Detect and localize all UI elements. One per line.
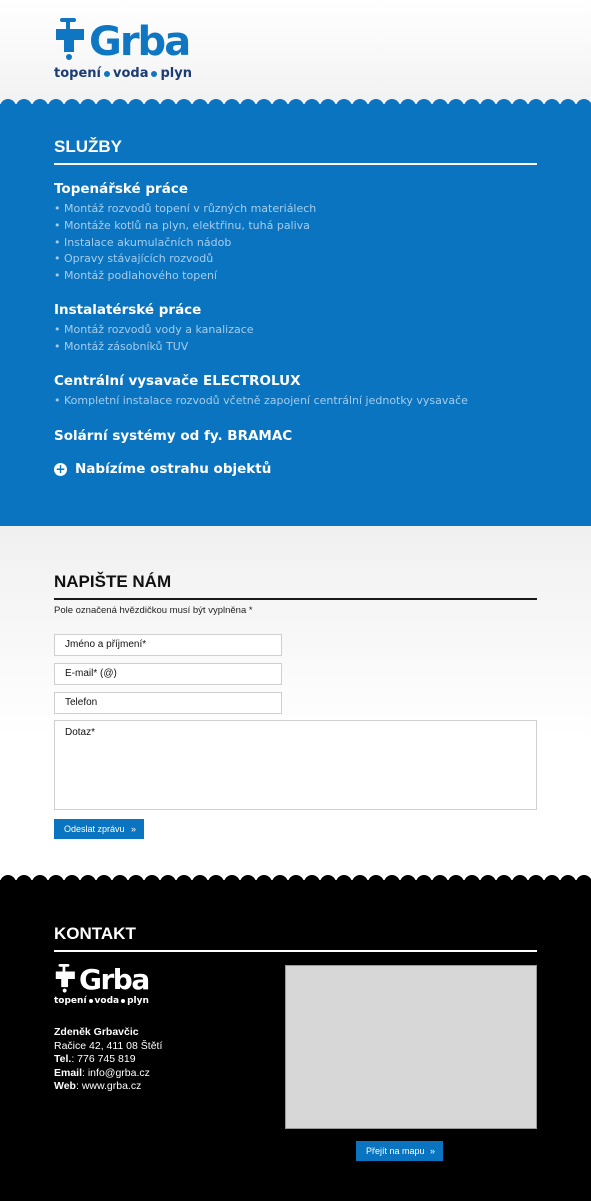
- service-category-heating: [54, 181, 537, 285]
- contact-form-section: [0, 526, 591, 880]
- section-title: KONTAKT: [54, 924, 136, 943]
- wave-divider: [0, 96, 591, 110]
- logo-tagline: [54, 996, 164, 1006]
- contact-name: Zdeněk Grbavčic: [54, 1026, 139, 1038]
- logo-wordmark: Grba: [79, 963, 149, 996]
- contact-address: [54, 1026, 162, 1094]
- faucet-icon: [54, 18, 88, 62]
- service-category-plumbing: [54, 302, 537, 356]
- tagline-water: voda: [94, 996, 120, 1006]
- contact-street: Račice 42, 411 08 Štětí: [54, 1039, 163, 1052]
- security-link-label: Nabízíme ostrahu objektů: [75, 461, 272, 477]
- category-title: Solární systémy od fy. BRAMAC: [54, 428, 293, 444]
- dot-icon: [104, 71, 110, 77]
- plus-circle-icon: +: [55, 461, 66, 476]
- list-item: • Kompletní instalace rozvodů včetně zapojení centrální jednotky vysavače: [54, 393, 537, 410]
- submit-button-label: Odeslat zprávu: [64, 824, 125, 834]
- contact-section: [0, 880, 591, 1201]
- submit-button[interactable]: [54, 819, 144, 839]
- tagline-gas: plyn: [160, 66, 192, 81]
- category-title: Centrální vysavače ELECTROLUX: [54, 373, 301, 389]
- site-logo[interactable]: [54, 18, 214, 81]
- chevron-right-icon: »: [130, 824, 136, 834]
- map-placeholder[interactable]: [285, 965, 537, 1129]
- map-button-label: Přejít na mapu: [366, 1146, 425, 1156]
- phone-label: Tel.: [54, 1053, 72, 1065]
- list-item: • Montáže kotlů na plyn, elektřinu, tuhá paliva: [54, 218, 537, 235]
- phone-value: : 776 745 819: [71, 1053, 136, 1065]
- tagline-gas: plyn: [127, 996, 149, 1006]
- tagline-water: voda: [112, 66, 149, 81]
- list-item: • Montáž rozvodů vody a kanalizace: [54, 322, 537, 339]
- services-heading: [54, 137, 537, 165]
- email-input[interactable]: E-mail* (@): [54, 663, 282, 685]
- contact-email: [54, 1067, 162, 1081]
- map-button[interactable]: [356, 1141, 443, 1161]
- web-link[interactable]: : www.grba.cz: [75, 1080, 142, 1092]
- name-input[interactable]: Jméno a příjmení*: [54, 634, 282, 656]
- required-note: Pole označená hvězdičkou musí být vyplněna *: [54, 605, 253, 616]
- list-item: • Montáž podlahového topení: [54, 268, 537, 285]
- wave-divider: [0, 872, 591, 886]
- list-item: • Opravy stávajících rozvodů: [54, 251, 537, 268]
- tagline-heating: topení: [54, 996, 87, 1006]
- section-title: NAPIŠTE NÁM: [54, 572, 172, 591]
- list-item: • Montáž rozvodů topení v různých materiálech: [54, 201, 537, 218]
- form-heading: [54, 572, 537, 600]
- logo-wordmark: Grba: [89, 19, 190, 65]
- contact-phone: [54, 1053, 162, 1067]
- divider: [54, 598, 537, 600]
- faucet-icon: [54, 964, 78, 994]
- service-category-vacuum: [54, 373, 537, 410]
- contact-web: [54, 1080, 162, 1094]
- service-list: [54, 393, 537, 410]
- message-textarea[interactable]: Dotaz*: [54, 720, 537, 810]
- footer-logo: [54, 964, 164, 1006]
- web-label: Web: [54, 1080, 76, 1092]
- logo-tagline: [54, 66, 214, 81]
- dot-icon: [121, 999, 125, 1003]
- divider: [54, 950, 537, 952]
- email-link[interactable]: : info@grba.cz: [82, 1066, 150, 1079]
- site-header: [0, 0, 591, 104]
- dot-icon: [89, 999, 93, 1003]
- list-item: • Instalace akumulačních nádob: [54, 235, 537, 252]
- service-list: [54, 201, 537, 285]
- category-title: Topenářské práce: [54, 181, 188, 197]
- service-list: [54, 322, 537, 356]
- email-label: Email: [54, 1066, 83, 1079]
- divider: [54, 163, 537, 165]
- tagline-heating: topení: [54, 66, 101, 81]
- services-section: [0, 104, 591, 526]
- contact-heading: [54, 924, 537, 952]
- dot-icon: [151, 71, 157, 77]
- category-title: Instalatérské práce: [54, 302, 202, 318]
- chevron-right-icon: »: [429, 1146, 435, 1156]
- section-title: SLUŽBY: [54, 137, 122, 156]
- phone-input[interactable]: Telefon: [54, 692, 282, 714]
- list-item: • Montáž zásobníků TUV: [54, 339, 537, 356]
- security-link[interactable]: [54, 461, 537, 477]
- service-category-solar: [54, 428, 537, 444]
